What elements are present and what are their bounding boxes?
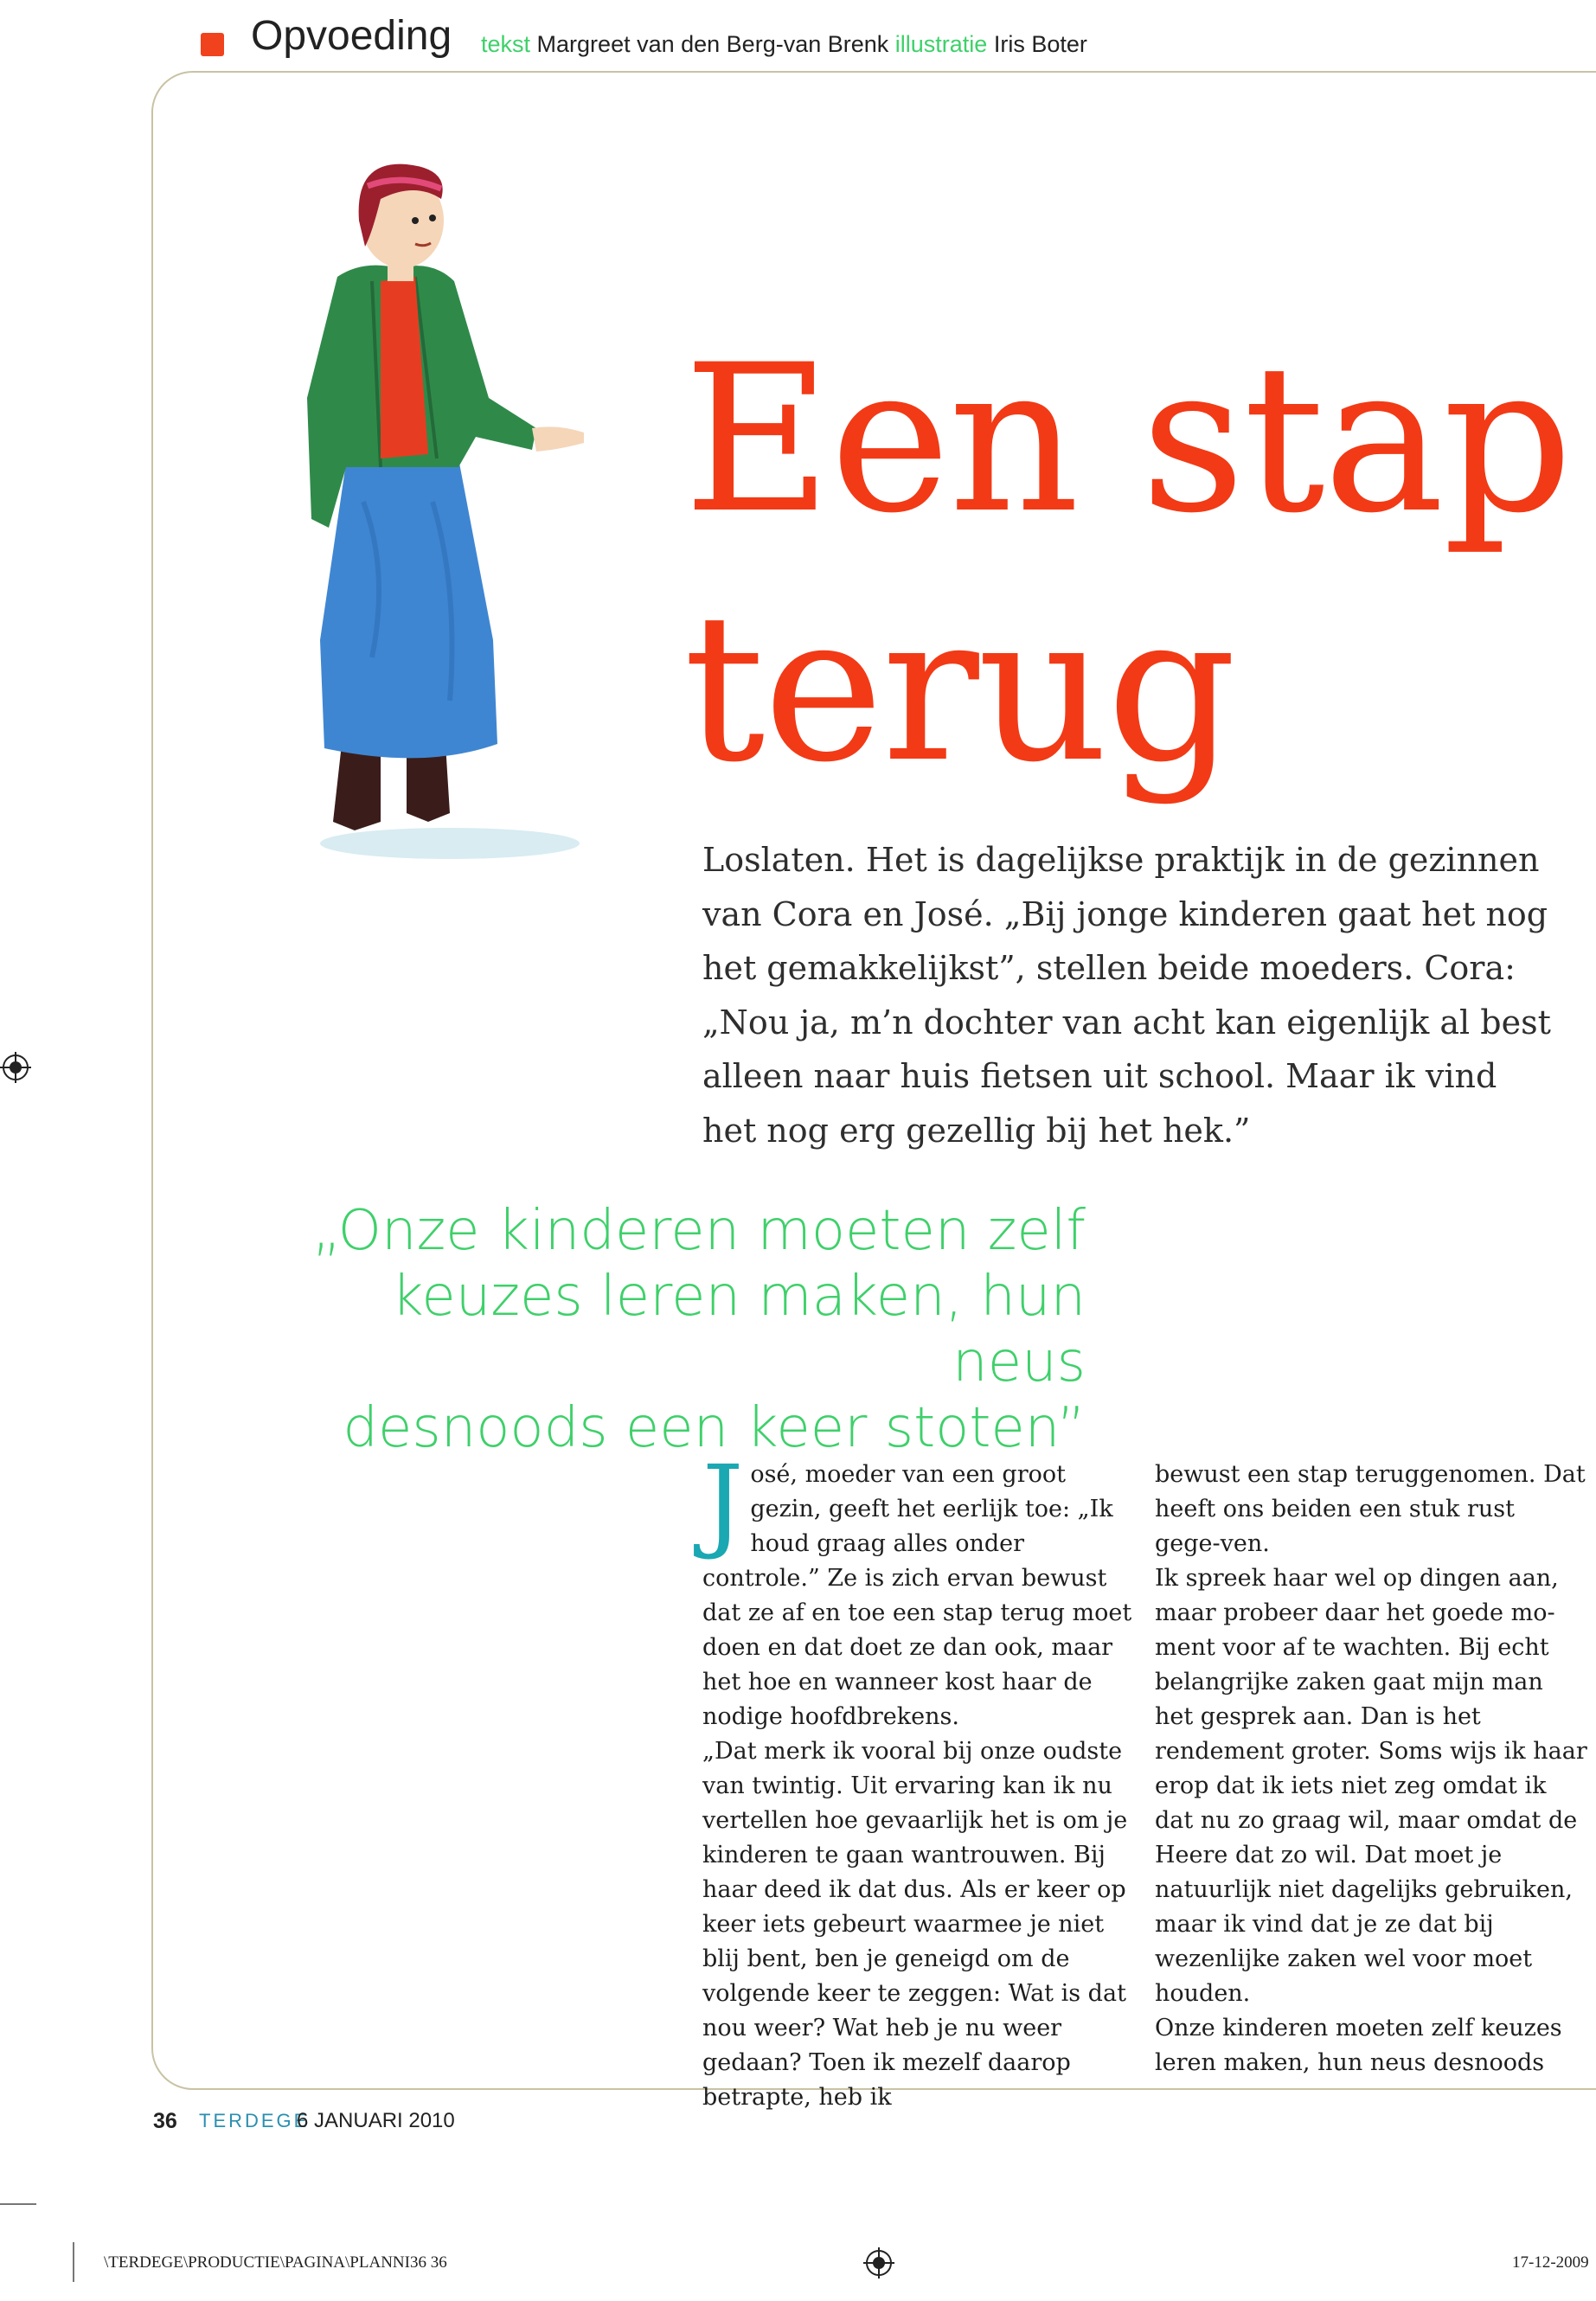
author-name: Margreet van den Berg-van Brenk: [536, 31, 889, 57]
body-paragraph: osé, moeder van een groot gezin, geeft het eerlijk toe: „Ik houd graag alles onder controle.” Ze is zich ervan bewust dat ze af en toe een stap terug moet doen en dat doet ze dan ook, maar het hoe en wanneer kost haar de nodige hoofdbrekens.: [702, 1461, 1132, 1730]
crop-mark: [0, 2203, 36, 2205]
page-number: 36: [153, 2109, 177, 2133]
title-line-1: Een stap: [683, 322, 1572, 558]
magazine-name: TERDEGE: [199, 2110, 310, 2131]
article-title: [683, 316, 1583, 814]
credits-line: [481, 31, 1087, 58]
illustrator-name: Iris Boter: [993, 31, 1087, 57]
body-paragraph: Onze kinderen moeten zelf keuzes leren maken, hun neus desnoods: [1155, 2015, 1562, 2076]
body-column-1: [702, 1443, 1135, 2115]
drop-cap: J: [702, 1443, 744, 1562]
section-title: Opvoeding: [251, 13, 452, 59]
text-label: tekst: [481, 31, 531, 57]
body-paragraph: „Dat merk ik vooral bij onze oudste van twintig. Uit ervaring kan ik nu vertellen hoe gevaarlijk het is om je kinderen te gaan wantrouwen. Bij haar deed ik dat dus. Als er keer op keer iets gebeurt waarmee je niet blij bent, ben je geneigd om de volgende keer te zeggen: Wat is dat nou weer? Wat heb je nu weer gedaan? Toen ik mezelf daarop betrapte, heb ik: [702, 1738, 1128, 2111]
illustration-label: illustratie: [894, 31, 988, 57]
body-paragraph: Ik spreek haar wel op dingen aan, maar probeer daar het goede mo-ment voor af te wachten. Bij echt belangrijke zaken gaat mijn man het gesprek aan. Dan is het rendement groter. Soms wijs ik haar erop dat ik iets niet zeg omdat ik dat nu zo graag wil, maar omdat de Heere dat zo wil. Dat moet je natuurlijk niet dagelijks gebruiken, maar ik vind dat je ze dat bij wezenlijke zaken wel voor moet houden.: [1155, 1565, 1587, 2007]
intro-paragraph: Loslaten. Het is dagelijkse praktijk in de gezinnen van Cora en José. „Bij jonge kinderen gaat het nog het gemakkelijkst”, stellen beide moeders. Cora: „Nou ja, m’n dochter van acht kan eigenlijk al best alleen naar huis fietsen uit school. Maar ik vind het nog erg gezellig bij het hek.”: [702, 841, 1551, 1150]
slug-date: 17-12-2009: [1512, 2253, 1589, 2272]
body-column-2: [1155, 1458, 1587, 2080]
pull-quote-line-2: keuzes leren maken, hun neus: [391, 1265, 1086, 1394]
crop-mark: [73, 2242, 74, 2282]
pull-quote: [311, 1198, 1086, 1461]
registration-mark-icon: [0, 1052, 31, 1083]
section-marker-square: [201, 33, 224, 56]
body-paragraph: bewust een stap teruggenomen. Dat heeft ons beiden een stuk rust gege-ven.: [1155, 1461, 1586, 1557]
slug-path: \TERDEGE\PRODUCTIE\PAGINA\PLANNI36 36: [104, 2253, 447, 2272]
issue-date: 6 JANUARI 2010: [297, 2109, 455, 2132]
title-line-2: terug: [683, 571, 1235, 807]
pull-quote-line-1: „Onze kinderen moeten zelf: [311, 1199, 1086, 1263]
woman-illustration: [285, 138, 631, 865]
pull-quote-line-3: desnoods een keer stoten”: [343, 1396, 1086, 1460]
registration-mark-icon: [863, 2247, 894, 2279]
